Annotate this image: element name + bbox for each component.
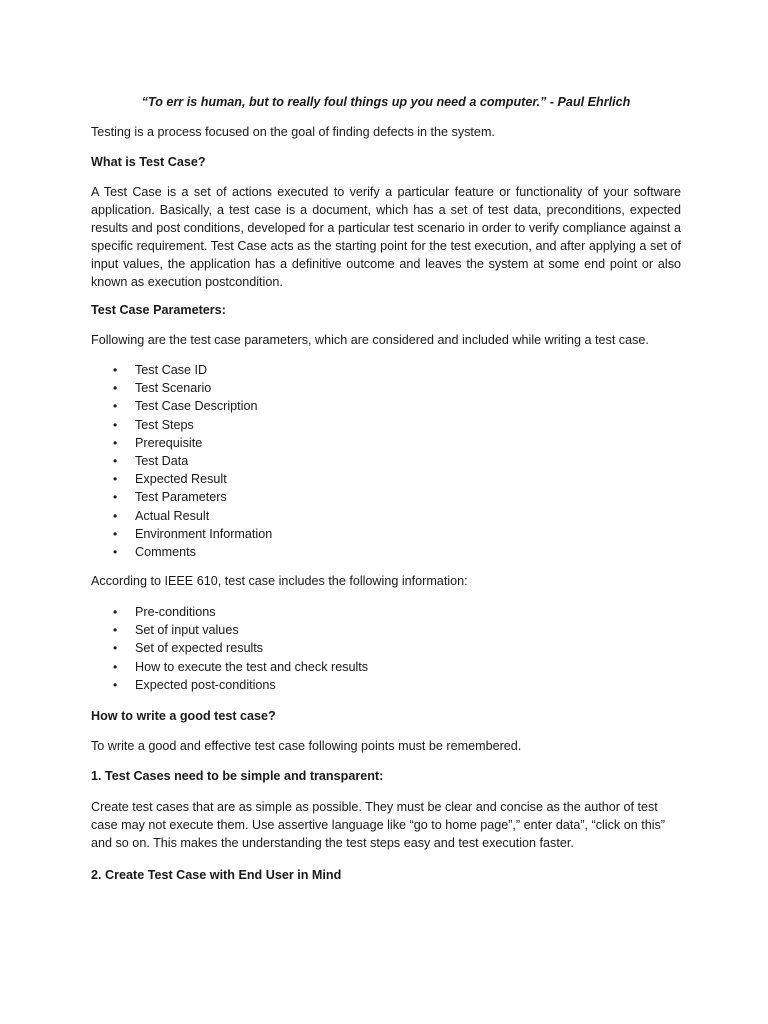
list-item [113, 416, 673, 434]
bullet-icon: • [113, 454, 118, 469]
list-item-label: How to execute the test and check results [135, 659, 369, 674]
section-heading-good-test-case: How to write a good test case? [91, 709, 276, 723]
paragraph-line: and so on. This makes the understanding the test steps easy and test execution faster. [91, 836, 574, 850]
list-item [113, 543, 673, 561]
section-heading-what-is-test-case: What is Test Case? [91, 155, 206, 169]
good-test-case-intro: To write a good and effective test case following points must be remembered. [91, 739, 522, 753]
bullet-icon: • [113, 508, 118, 523]
list-item [113, 470, 673, 488]
paragraph-line: case may not execute them. Use assertive language like “go to home page”,” enter data”, “click on this” [91, 818, 665, 832]
list-item [113, 525, 673, 543]
list-item [113, 507, 673, 525]
ieee-list [113, 603, 673, 694]
bullet-icon: • [113, 417, 118, 432]
point-2-heading: 2. Create Test Case with End User in Mind [91, 868, 342, 882]
bullet-icon: • [113, 605, 118, 619]
list-item-label: Environment Information [135, 526, 273, 541]
list-item [113, 397, 673, 415]
list-item [113, 379, 673, 397]
list-item [113, 639, 673, 657]
list-item [113, 452, 673, 470]
list-item-label: Test Parameters [135, 490, 227, 505]
parameters-list [113, 361, 673, 561]
list-item-label: Pre-conditions [135, 605, 216, 619]
section-heading-test-case-parameters: Test Case Parameters: [91, 303, 226, 317]
list-item-label: Expected Result [135, 472, 227, 487]
list-item-label: Test Scenario [135, 381, 212, 396]
intro-paragraph: Testing is a process focused on the goal of finding defects in the system. [91, 125, 495, 139]
ieee-intro-paragraph: According to IEEE 610, test case includes the following information: [91, 574, 468, 588]
list-item-label: Comments [135, 545, 196, 560]
bullet-icon: • [113, 677, 118, 692]
what-is-test-case-paragraph: A Test Case is a set of actions executed to verify a particular feature or functionality of your software application. Basically, a test case is a document, which has a set of test data, preconditions, expected results and post conditions, developed for a particular test scenario in order to verify compliance against a specific requirement. Test Case acts as the starting point for the test execution, and after applying a set of input values, the application has a definitive outcome and leaves the system at some end point or also known as execution postcondition. [91, 185, 681, 289]
list-item [113, 361, 673, 379]
bullet-icon: • [113, 659, 118, 674]
list-item-label: Prerequisite [135, 435, 203, 450]
list-item-label: Test Data [135, 454, 189, 469]
bullet-icon: • [113, 545, 118, 560]
bullet-icon: • [113, 641, 118, 656]
list-item-label: Test Case Description [135, 399, 258, 414]
point-1-paragraph [91, 798, 681, 852]
list-item [113, 488, 673, 506]
point-1-heading: 1. Test Cases need to be simple and transparent: [91, 769, 384, 783]
list-item-label: Set of expected results [135, 641, 264, 656]
bullet-icon: • [113, 381, 118, 396]
epigraph-quote: “To err is human, but to really foul things up you need a computer.” - Paul Ehrlich [141, 95, 631, 109]
bullet-icon: • [113, 472, 118, 487]
list-item-label: Actual Result [135, 508, 210, 523]
list-item-label: Set of input values [135, 623, 239, 638]
list-item [113, 676, 673, 694]
list-item [113, 621, 673, 639]
bullet-icon: • [113, 435, 118, 450]
bullet-icon: • [113, 490, 118, 505]
bullet-icon: • [113, 399, 118, 414]
list-item [113, 434, 673, 452]
bullet-icon: • [113, 363, 118, 377]
list-item [113, 658, 673, 676]
list-item-label: Test Steps [135, 417, 194, 432]
list-item-label: Test Case ID [135, 363, 208, 377]
bullet-icon: • [113, 526, 118, 541]
list-item [113, 603, 673, 621]
parameters-intro-paragraph: Following are the test case parameters, which are considered and included while writing a test case. [91, 333, 649, 347]
list-item-label: Expected post-conditions [135, 677, 276, 692]
bullet-icon: • [113, 623, 118, 638]
paragraph-line: Create test cases that are as simple as possible. They must be clear and concise as the author of test [91, 800, 658, 814]
